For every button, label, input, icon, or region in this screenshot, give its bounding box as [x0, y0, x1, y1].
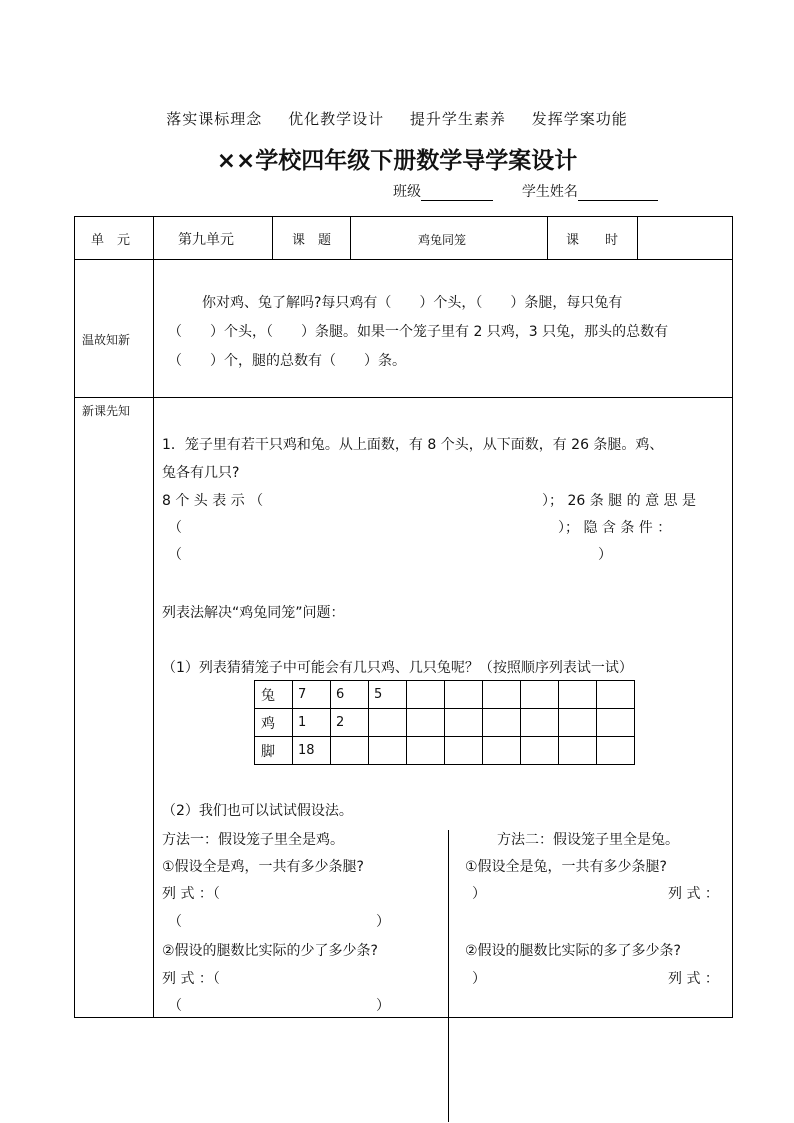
method-1-formula-1: 列 式 ：（ — [162, 886, 220, 902]
method-2-paren-close-2: ） — [472, 971, 486, 987]
topic-value: 鸡兔同笼 — [418, 233, 467, 247]
row-label-chicken: 鸡 — [255, 709, 293, 737]
student-name-field[interactable] — [578, 186, 658, 201]
guess-table — [254, 680, 635, 765]
review-line-2: （ ）个头，（ ）条腿。如果一个笼子里有 2 只鸡，3 只兔，那头的总数有 — [168, 324, 669, 340]
table-row — [255, 709, 635, 737]
slogan-line — [0, 108, 794, 129]
method-1-formula-2: 列 式 ：（ — [162, 971, 220, 987]
table-cell[interactable]: 5 — [369, 681, 407, 709]
column-divider — [272, 216, 273, 259]
table-cell[interactable] — [597, 681, 635, 709]
row-label-feet: 脚 — [255, 737, 293, 765]
column-divider — [547, 216, 548, 259]
table-cell[interactable] — [407, 709, 445, 737]
slogan-4: 发挥学案功能 — [531, 110, 628, 128]
class-name-line — [393, 181, 658, 201]
table-cell[interactable] — [521, 737, 559, 765]
table-row — [255, 681, 635, 709]
table-cell[interactable] — [597, 709, 635, 737]
legs-meaning: ）； 26 条 腿 的 意 思 是 — [542, 493, 696, 509]
method-1-paren-close-2: ） — [376, 998, 390, 1014]
method-1-paren-open-1: （ — [168, 914, 182, 930]
unit-value: 第九单元 — [178, 232, 234, 248]
hidden-paren-open: （ — [168, 547, 182, 563]
preview-label: 新课先知 — [82, 404, 131, 418]
student-name-label: 学生姓名 — [521, 184, 578, 200]
method-2-question-2: ②假设的腿数比实际的多了多少条? — [465, 943, 681, 959]
class-field[interactable] — [421, 186, 493, 201]
legs-paren-open: （ — [168, 520, 182, 536]
hidden-paren-close: ） — [598, 547, 612, 563]
table-cell[interactable] — [445, 681, 483, 709]
topic-label: 课 题 — [292, 233, 332, 248]
page-title: ××学校四年级下册数学导学案设计 — [216, 148, 578, 174]
method-1-question-2: ②假设的腿数比实际的少了多少条? — [162, 943, 378, 959]
slogan-3: 提升学生素养 — [409, 110, 506, 128]
method-2-question-1: ①假设全是兔，一共有多少条腿? — [465, 859, 667, 875]
step-2: （2）我们也可以试试假设法。 — [162, 803, 353, 819]
question-1-line-2: 兔各有几只? — [162, 465, 240, 481]
table-cell[interactable] — [521, 709, 559, 737]
method-divider — [448, 830, 449, 1122]
slogan-2: 优化教学设计 — [288, 110, 385, 128]
method-2-paren-close-1: ） — [472, 886, 486, 902]
method-1-title: 方法一：假设笼子里全是鸡。 — [162, 832, 344, 848]
column-divider — [153, 216, 154, 1018]
hidden-condition: ）； 隐 含 条 件 ： — [558, 520, 672, 536]
table-cell[interactable]: 18 — [293, 737, 331, 765]
table-cell[interactable]: 1 — [293, 709, 331, 737]
table-cell[interactable] — [559, 681, 597, 709]
table-cell[interactable] — [597, 737, 635, 765]
table-cell[interactable] — [483, 709, 521, 737]
row-label-rabbit: 兔 — [255, 681, 293, 709]
table-cell[interactable] — [331, 737, 369, 765]
table-cell[interactable] — [369, 737, 407, 765]
period-label: 课 时 — [566, 233, 619, 248]
class-label: 班级 — [393, 184, 421, 200]
table-cell[interactable] — [483, 737, 521, 765]
method-2-title: 方法二：假设笼子里全是兔。 — [497, 832, 679, 848]
column-divider — [637, 216, 638, 259]
table-cell[interactable] — [369, 709, 407, 737]
unit-label: 单 元 — [91, 233, 131, 248]
table-cell[interactable] — [445, 737, 483, 765]
step-1: （1）列表猜猜笼子中可能会有几只鸡、几只兔呢？（按照顺序列表试一试） — [162, 660, 633, 676]
method-1-paren-close-1: ） — [376, 914, 390, 930]
row-divider — [74, 259, 733, 260]
review-line-3: （ ）个，腿的总数有（ ）条。 — [168, 353, 406, 369]
method-1-paren-open-2: （ — [168, 998, 182, 1014]
method-2-formula-1: 列 式 ： — [668, 886, 719, 902]
table-cell[interactable] — [483, 681, 521, 709]
table-cell[interactable]: 2 — [331, 709, 369, 737]
review-label: 温故知新 — [82, 333, 131, 347]
table-row — [255, 737, 635, 765]
table-cell[interactable] — [521, 681, 559, 709]
method-intro: 列表法解决“鸡兔同笼”问题： — [162, 605, 345, 621]
table-cell[interactable]: 6 — [331, 681, 369, 709]
table-cell[interactable] — [559, 737, 597, 765]
question-1-line-1: 1．笼子里有若干只鸡和兔。从上面数，有 8 个头，从下面数，有 26 条腿。鸡、 — [162, 437, 664, 453]
table-cell[interactable] — [559, 709, 597, 737]
table-cell[interactable] — [407, 681, 445, 709]
slogan-1: 落实课标理念 — [166, 110, 263, 128]
method-2-formula-2: 列 式 ： — [668, 971, 719, 987]
table-cell[interactable]: 7 — [293, 681, 331, 709]
heads-meaning: 8 个 头 表 示 （ — [162, 493, 264, 509]
row-divider — [74, 397, 733, 398]
method-1-question-1: ①假设全是鸡，一共有多少条腿? — [162, 859, 364, 875]
table-cell[interactable] — [445, 709, 483, 737]
table-cell[interactable] — [407, 737, 445, 765]
review-line-1: 你对鸡、兔了解吗?每只鸡有（ ）个头，（ ）条腿，每只兔有 — [202, 295, 623, 311]
column-divider — [350, 216, 351, 259]
